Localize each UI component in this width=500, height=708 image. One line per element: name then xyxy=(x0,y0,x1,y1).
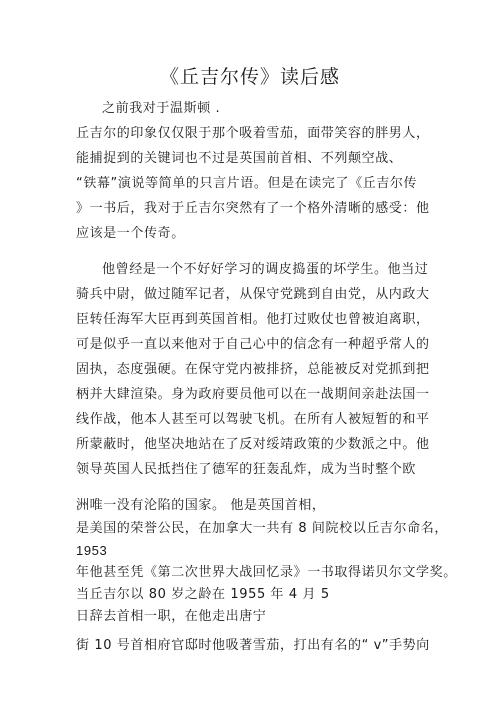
p3-line-4: 年他甚至凭《第二次世界大战回忆录》一书取得诺贝尔文学奖。 xyxy=(76,565,457,580)
p1-line-5: 》一书后，我对于丘吉尔突然有了一个格外清晰的感受：他 xyxy=(76,201,430,216)
p2-line-2: 骑兵中尉，做过随军记者，从保守党跳到自由党，从内政大 xyxy=(76,287,430,302)
p2-line-5: 固执，态度强硬。在保守党内被排挤，总能被反对党抓到把 xyxy=(76,362,430,377)
p1-line-4: “铁幕”演说等简单的只言片语。但是在读完了《丘吉尔传 xyxy=(76,176,418,191)
p1-line-3: 能捕捉到的关键词也不过是英国前首相、不列颠空战、 xyxy=(76,151,403,166)
p2-line-1: 他曾经是一个不好好学习的调皮捣蛋的坏学生。他当过 xyxy=(102,262,429,277)
p2-line-6: 柄并大肆渲染。身为政府要员他可以在一战期间亲赴法国一 xyxy=(76,387,430,402)
p2-line-7: 线作战，他本人甚至可以驾驶飞机。在所有人被短暂的和平 xyxy=(76,412,430,427)
p2-line-8: 所蒙蔽时，他坚决地站在了反对绥靖政策的少数派之中。他 xyxy=(76,437,430,452)
p3-line-1: 洲唯一没有沦陷的国家。 他是英国首相， xyxy=(76,498,326,513)
p3-line-3: 1953 xyxy=(76,543,108,558)
p3-line-6: 日辞去首相一职，在他走出唐宁 xyxy=(76,609,267,624)
p1-line-1: 之前我对于温斯顿 . xyxy=(102,101,221,116)
p1-line-2: 丘吉尔的印象仅仅限于那个吸着雪茄，面带笑容的胖男人， xyxy=(76,126,430,141)
p1-line-6: 应该是一个传奇。 xyxy=(76,226,185,241)
p3-line-7: 街 10 号首相府官邸时他吸著雪茄，打出有名的“ v”手势向 xyxy=(76,638,430,653)
p2-line-4: 可是似乎一直以来他对于自己心中的信念有一种超乎常人的 xyxy=(76,337,430,352)
p3-line-5: 当丘吉尔以 80 岁之龄在 1955 年 4 月 5 xyxy=(76,587,330,602)
p2-line-3: 臣转任海军大臣再到英国首相。他打过败仗也曾被迫离职， xyxy=(76,312,430,327)
p2-line-9: 领导英国人民抵挡住了德军的狂轰乱炸，成为当时整个欧 xyxy=(76,462,417,477)
p3-line-2: 是美国的荣誉公民，在加拿大一共有 8 间院校以丘吉尔命名， xyxy=(76,521,448,536)
document-title: 《丘吉尔传》读后感 xyxy=(159,66,340,88)
